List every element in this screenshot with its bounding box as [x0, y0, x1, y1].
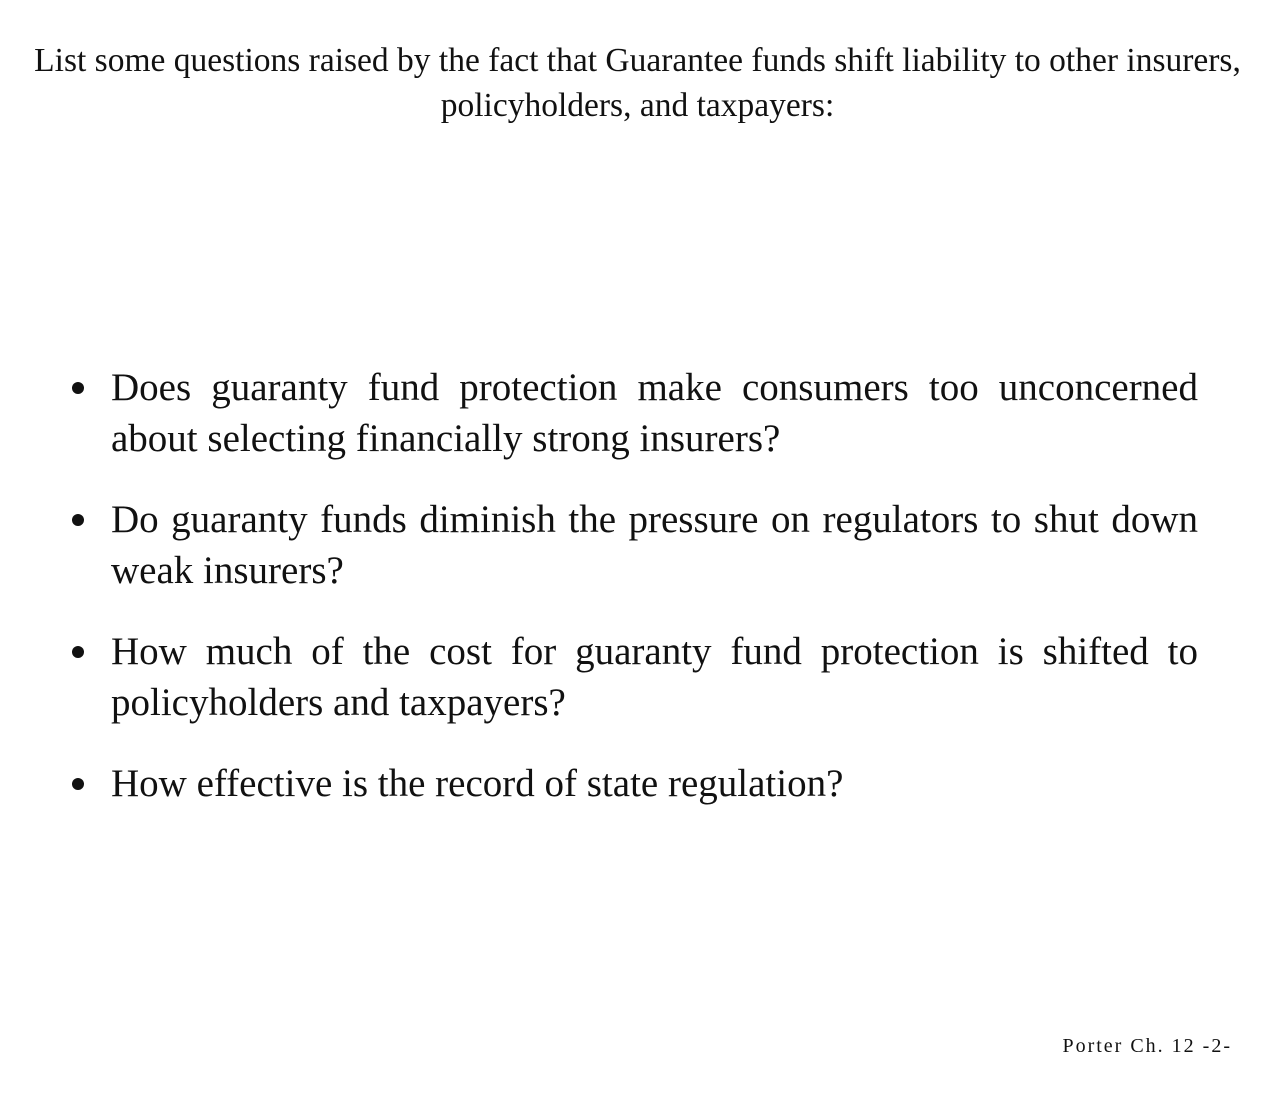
page-footer: Porter Ch. 12 -2- — [1062, 1035, 1232, 1057]
list-item — [70, 494, 1198, 596]
question-list — [70, 362, 1198, 809]
list-item-text: Do guaranty funds diminish the pressure on regulators to shut down weak insurers? — [111, 498, 1198, 592]
list-item — [70, 626, 1198, 728]
bullet-icon — [72, 646, 84, 658]
bullet-icon — [72, 382, 84, 394]
bullet-icon — [72, 514, 84, 526]
bullet-icon — [72, 778, 84, 790]
list-item — [70, 758, 1198, 809]
list-item-text: How effective is the record of state regulation? — [111, 762, 844, 805]
list-item — [70, 362, 1198, 464]
page-title: List some questions raised by the fact that Guarantee funds shift liability to other insurers, policyholders, and taxpayers: — [34, 42, 1241, 124]
list-item-text: How much of the cost for guaranty fund protection is shifted to policyholders and taxpayers? — [111, 630, 1198, 724]
list-item-text: Does guaranty fund protection make consumers too unconcerned about selecting financially strong insurers? — [111, 366, 1198, 460]
